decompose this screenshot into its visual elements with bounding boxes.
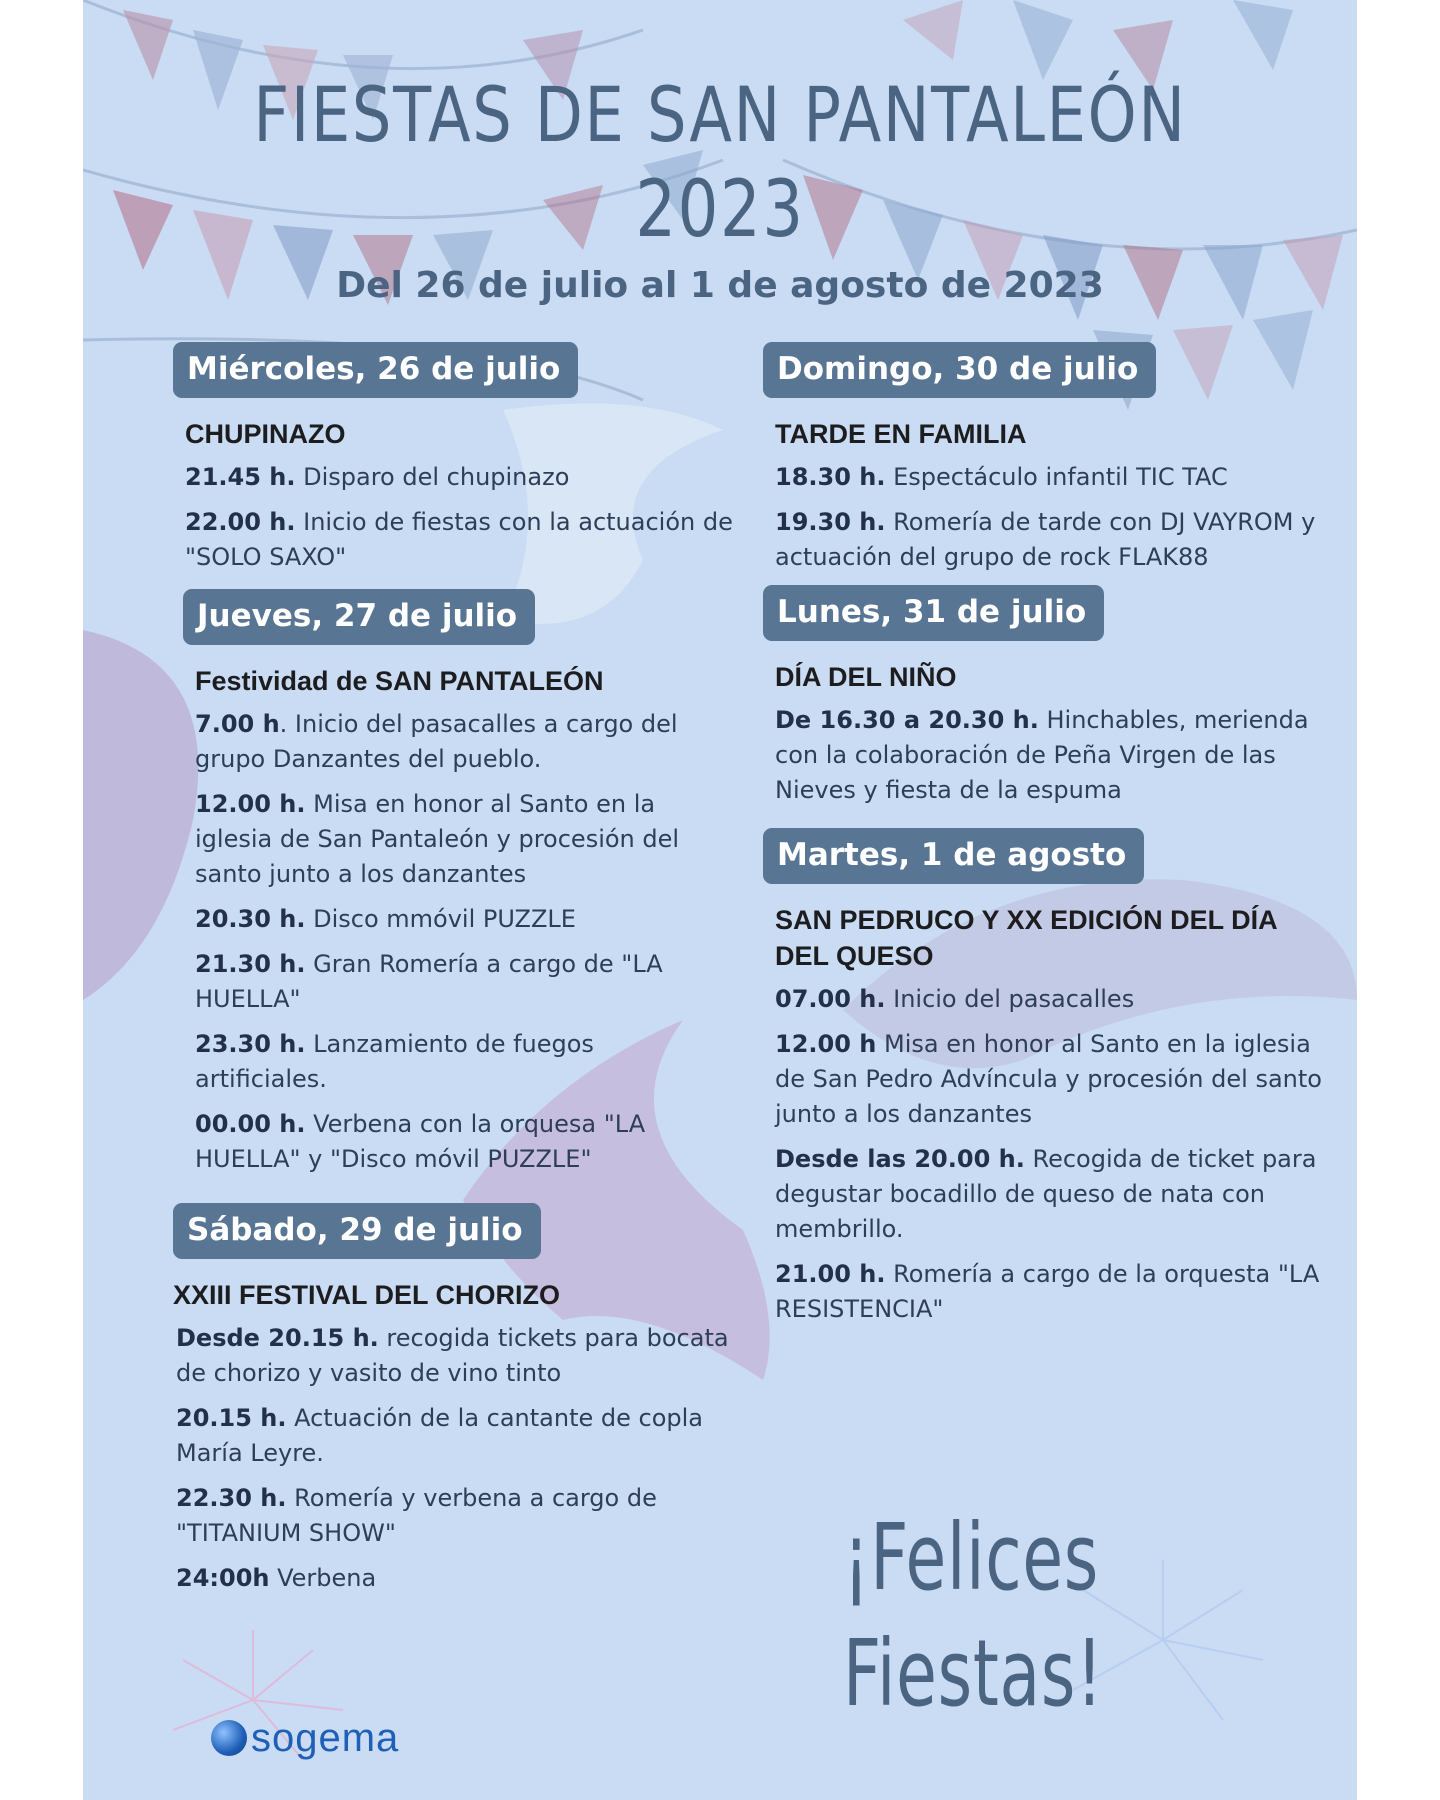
event-time: 18.30 h. [775,463,886,491]
event-text: Romería a cargo de la orquesta "LA RESISTENCIA" [775,1260,1320,1323]
day-lunes [763,585,1323,808]
day-header: Jueves, 27 de julio [183,589,535,645]
date-range: Del 26 de julio al 1 de agosto de 2023 [336,265,1104,306]
page-title: FIESTAS DE SAN PANTALEÓN [253,70,1187,159]
event-time: 00.00 h. [195,1110,306,1138]
event-text: Inicio de fiestas con la actuación de "SOLO SAXO" [185,508,733,571]
day-title: CHUPINAZO [185,419,346,449]
day-header: Lunes, 31 de julio [763,585,1104,641]
day-miercoles [173,342,733,575]
event-item [176,1401,733,1471]
event-item [775,982,1323,1017]
event-text: Romería y verbena a cargo de "TITANIUM SHOW" [176,1484,657,1547]
event-text: Espectáculo infantil TIC TAC [885,463,1228,491]
event-time: 07.00 h. [775,985,886,1013]
sogema-logo [211,1715,400,1760]
event-item [775,1027,1323,1132]
day-title: TARDE EN FAMILIA [775,419,1027,449]
page-year: 2023 [635,165,805,255]
day-title: Festividad de SAN PANTALEÓN [195,666,604,696]
event-text: Disparo del chupinazo [295,463,570,491]
event-time: 19.30 h. [775,508,886,536]
event-time: De 16.30 a 20.30 h. [775,706,1039,734]
event-time: 21.45 h. [185,463,296,491]
event-text: Romería de tarde con DJ VAYROM y actuación del grupo de rock FLAK88 [775,508,1316,571]
event-item [195,902,733,937]
event-text: Recogida de ticket para degustar bocadillo de queso de nata con membrillo. [775,1145,1317,1243]
day-sabado [173,1203,733,1596]
event-item [176,1561,733,1596]
day-title: DÍA DEL NIÑO [775,662,957,692]
event-time: 22.30 h. [176,1484,287,1512]
event-item [195,787,733,892]
event-item [775,505,1323,575]
event-text: Verbena [269,1564,377,1592]
event-text: Gran Romería a cargo de "LA HUELLA" [195,950,663,1013]
day-header: Domingo, 30 de julio [763,342,1156,398]
event-text: Hinchables, merienda con la colaboración de Peña Virgen de las Nieves y fiesta de la espuma [775,706,1309,804]
event-item [775,460,1323,495]
event-text: Verbena con la orquesa "LA HUELLA" y "Disco móvil PUZZLE" [195,1110,646,1173]
event-item [195,707,733,777]
felices-fiestas-greeting [843,1500,1145,1732]
event-item [185,460,733,495]
event-item [185,505,733,575]
poster [83,0,1357,1800]
left-column [173,342,733,1606]
logo-text: sogema [251,1715,400,1760]
event-item [176,1481,733,1551]
event-time: 20.15 h. [176,1404,287,1432]
event-item [195,1107,733,1177]
right-column [763,342,1323,1337]
event-text: Inicio del pasacalles [885,985,1135,1013]
event-item [775,1142,1323,1247]
day-jueves [183,589,733,1177]
day-martes [763,828,1323,1327]
day-header: Miércoles, 26 de julio [173,342,578,398]
event-time: 21.00 h. [775,1260,886,1288]
event-time: 21.30 h. [195,950,306,978]
greeting-line-2: Fiestas! [843,1620,1104,1727]
event-item [775,1257,1323,1327]
day-header: Martes, 1 de agosto [763,828,1144,884]
event-time: 23.30 h. [195,1030,306,1058]
logo-sphere-icon [211,1720,247,1756]
event-item [176,1321,733,1391]
event-item [195,947,733,1017]
event-text: Actuación de la cantante de copla María Leyre. [176,1404,704,1467]
event-time: 22.00 h. [185,508,296,536]
event-time: 12.00 h [775,1030,877,1058]
greeting-line-1: ¡Felices [843,1504,1100,1611]
event-text: recogida tickets para bocata de chorizo y vasito de vino tinto [176,1324,729,1387]
event-text: Disco mmóvil PUZZLE [305,905,576,933]
event-text: Misa en honor al Santo en la iglesia de San Pedro Advíncula y procesión del santo junto a los danzantes [775,1030,1322,1128]
event-time: 12.00 h. [195,790,306,818]
day-title: XXIII FESTIVAL DEL CHORIZO [173,1280,561,1310]
day-title: SAN PEDRUCO Y XX EDICIÓN DEL DÍA DEL QUESO [775,905,1277,971]
event-time: 20.30 h. [195,905,306,933]
event-time: 7.00 h [195,710,280,738]
day-header: Sábado, 29 de julio [173,1203,541,1259]
event-time: 24:00h [176,1564,270,1592]
event-time: Desde las 20.00 h. [775,1145,1025,1173]
day-domingo [763,342,1323,575]
event-text: Lanzamiento de fuegos artificiales. [195,1030,594,1093]
event-time: Desde 20.15 h. [176,1324,379,1352]
event-item [775,703,1323,808]
event-item [195,1027,733,1097]
event-text: Misa en honor al Santo en la iglesia de San Pantaleón y procesión del santo junto a los danzantes [195,790,680,888]
event-text: . Inicio del pasacalles a cargo del grupo Danzantes del pueblo. [195,710,678,773]
